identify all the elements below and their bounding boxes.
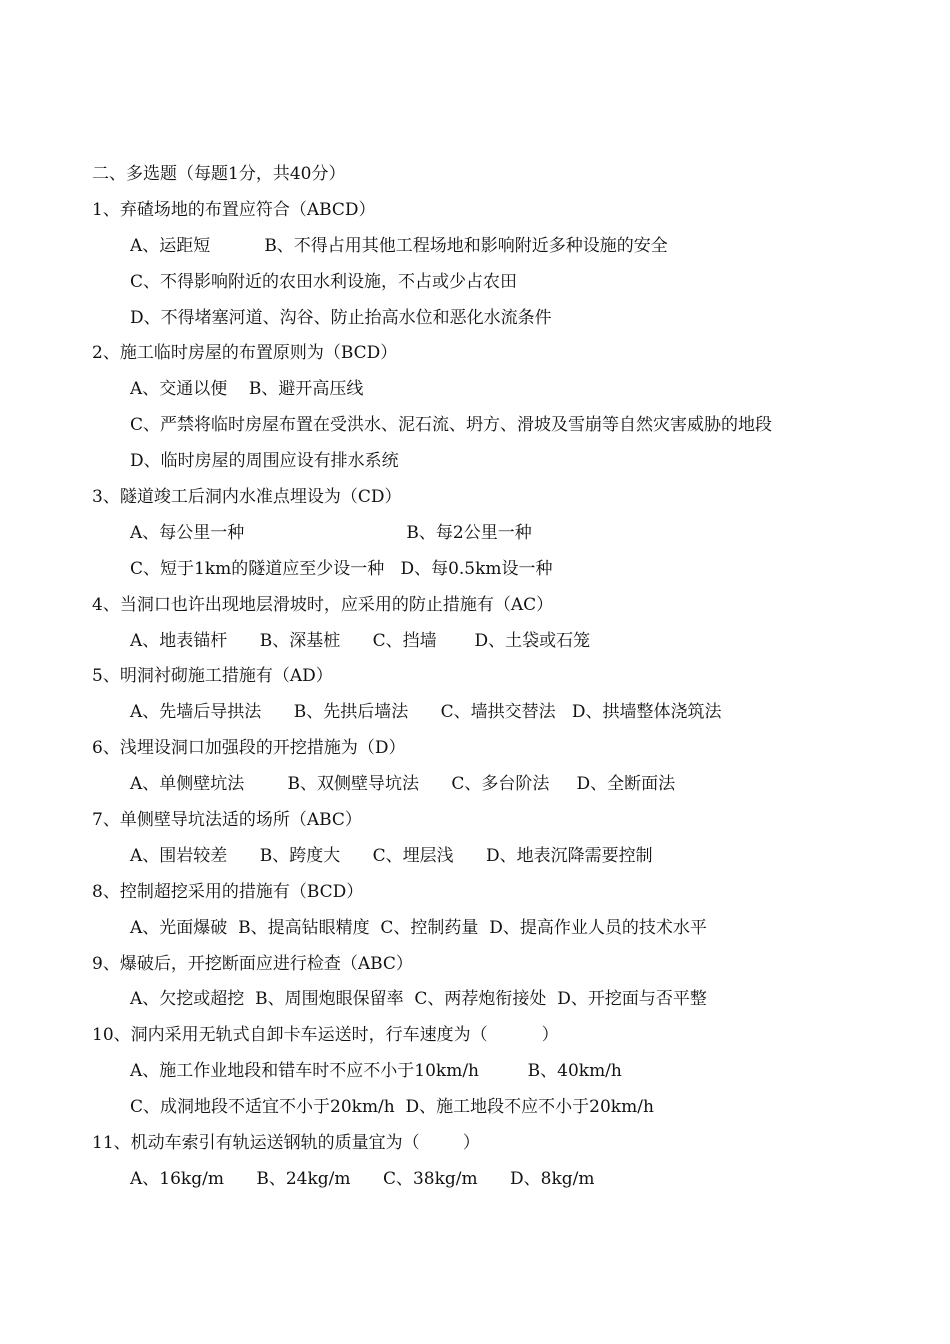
question-5-option-line: A、先墙后导拱法 B、先拱后墙法 C、墙拱交替法 D、拱墙整体浇筑法: [130, 702, 722, 723]
question-8-stem: 8、控制超挖采用的措施有（BCD）: [92, 881, 364, 902]
question-6-stem: 6、浅埋设洞口加强段的开挖措施为（D）: [92, 738, 406, 759]
question-5-stem: 5、明洞衬砌施工措施有（AD）: [92, 666, 333, 687]
question-2-option-line: A、交通以便 B、避开高压线: [130, 379, 364, 400]
question-1-option-line: C、不得影响附近的农田水利设施，不占或少占农田: [130, 271, 518, 292]
question-10-option-line: A、施工作业地段和错车时不应不小于10km/h B、40km/h: [130, 1061, 622, 1082]
question-2-option-line: C、严禁将临时房屋布置在受洪水、泥石流、坍方、滑坡及雪崩等自然灾害威胁的地段: [130, 415, 773, 436]
question-9-stem: 9、爆破后，开挖断面应进行检查（ABC）: [92, 953, 413, 974]
section-title: 二、多选题（每题1分，共40分）: [92, 164, 346, 184]
question-3-stem: 3、隧道竣工后洞内水准点埋设为（CD）: [92, 487, 402, 508]
question-4-option-line: A、地表锚杆 B、深基桩 C、挡墙 D、土袋或石笼: [130, 630, 591, 651]
question-4-stem: 4、当洞口也许出现地层滑坡时，应采用的防止措施有（AC）: [92, 594, 554, 615]
question-3-option-line: A、每公里一种 B、每2公里一种: [130, 522, 532, 543]
question-1-option-line: D、不得堵塞河道、沟谷、防止抬高水位和恶化水流条件: [130, 307, 552, 328]
question-6-option-line: A、单侧壁坑法 B、双侧壁导坑法 C、多台阶法 D、全断面法: [130, 774, 676, 795]
question-10-option-line: C、成洞地段不适宜不小于20km/h D、施工地段不应不小于20km/h: [130, 1097, 654, 1118]
question-7-option-line: A、围岩较差 B、跨度大 C、埋层浅 D、地表沉降需要控制: [130, 845, 653, 866]
question-list: [92, 157, 892, 1198]
question-2-stem: 2、施工临时房屋的布置原则为（BCD）: [92, 343, 398, 364]
question-2-option-line: D、临时房屋的周围应设有排水系统: [130, 451, 399, 472]
question-7-stem: 7、单侧壁导坑法适的场所（ABC）: [92, 810, 362, 831]
question-10-stem: 10、洞内采用无轨式自卸卡车运送时，行车速度为（ ）: [92, 1025, 559, 1046]
question-11-option-line: A、16kg/m B、24kg/m C、38kg/m D、8kg/m: [130, 1168, 595, 1189]
question-1-option-line: A、运距短 B、不得占用其他工程场地和影响附近多种设施的安全: [130, 235, 668, 256]
question-8-option-line: A、光面爆破 B、提高钻眼精度 C、控制药量 D、提高作业人员的技术水平: [130, 917, 707, 938]
question-1-stem: 1、弃碴场地的布置应符合（ABCD）: [92, 199, 376, 220]
question-3-option-line: C、短于1km的隧道应至少设一种 D、每0.5km设一种: [130, 558, 553, 579]
question-11-stem: 11、机动车索引有轨运送钢轨的质量宜为（ ）: [92, 1133, 480, 1154]
question-9-option-line: A、欠挖或超挖 B、周围炮眼保留率 C、两荐炮衔接处 D、开挖面与否平整: [130, 989, 707, 1010]
